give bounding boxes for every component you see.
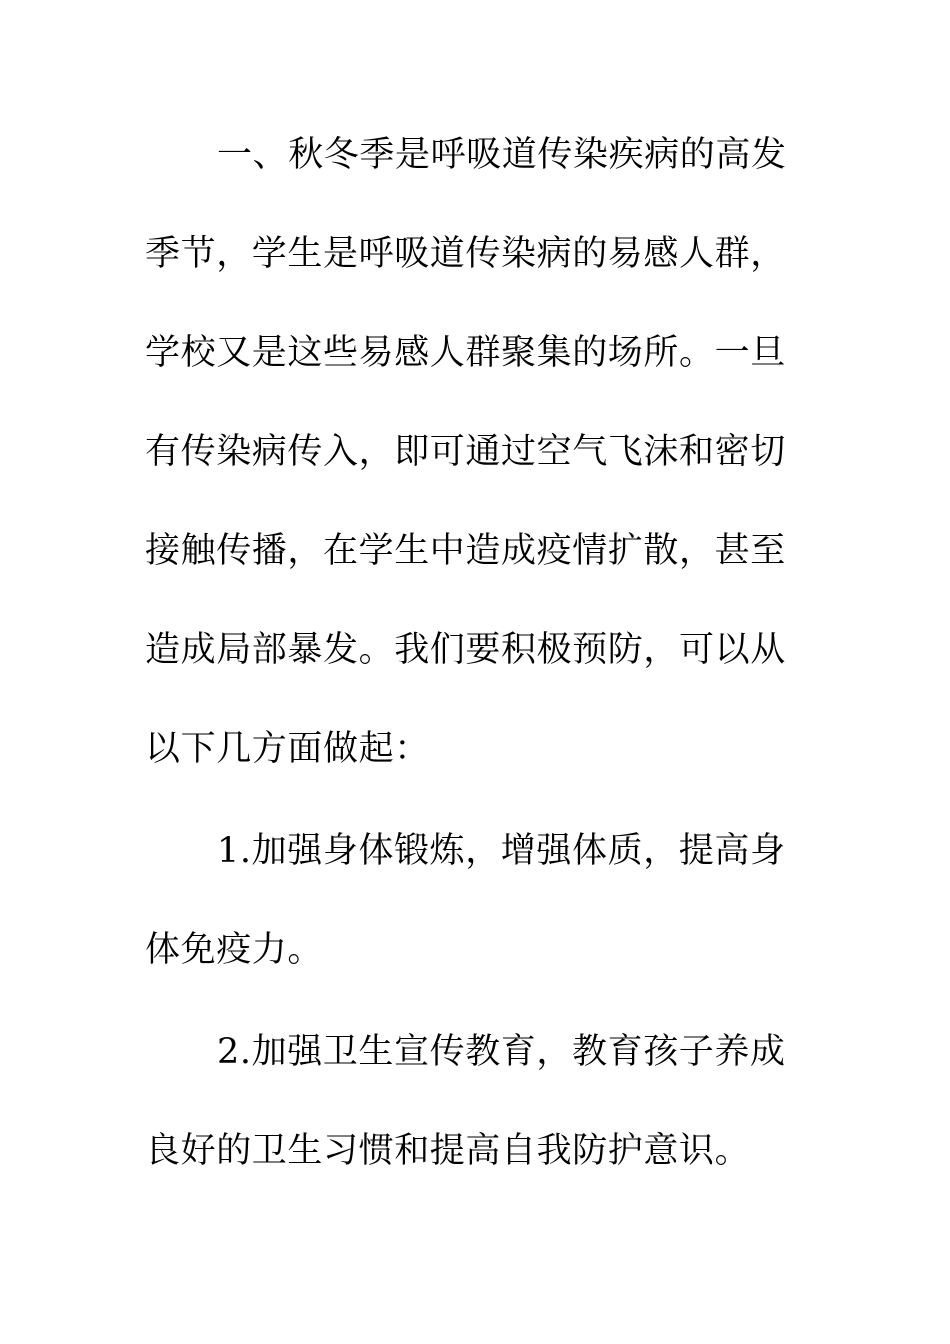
text-line: 体免疫力。 [145, 930, 324, 970]
text-line: 接触传播，在学生中造成疫情扩散，甚至 [145, 531, 786, 571]
text-line: 造成局部暴发。我们要积极预防，可以从 [145, 630, 786, 670]
text-line: 一、秋冬季是呼吸道传染疾病的高发 [217, 135, 787, 175]
text-line: 学校又是这些易感人群聚集的场所。一旦 [145, 333, 786, 373]
text-line: 以下几方面做起： [145, 729, 430, 769]
text-line: 季节，学生是呼吸道传染病的易感人群， [145, 234, 786, 274]
text-line: 有传染病传入，即可通过空气飞沫和密切 [145, 432, 786, 472]
text-line: 2.加强卫生宣传教育，教育孩子养成 [217, 1032, 786, 1072]
text-line: 良好的卫生习惯和提高自我防护意识。 [145, 1131, 751, 1171]
text-line: 1.加强身体锻炼，增强体质，提高身 [217, 831, 786, 871]
